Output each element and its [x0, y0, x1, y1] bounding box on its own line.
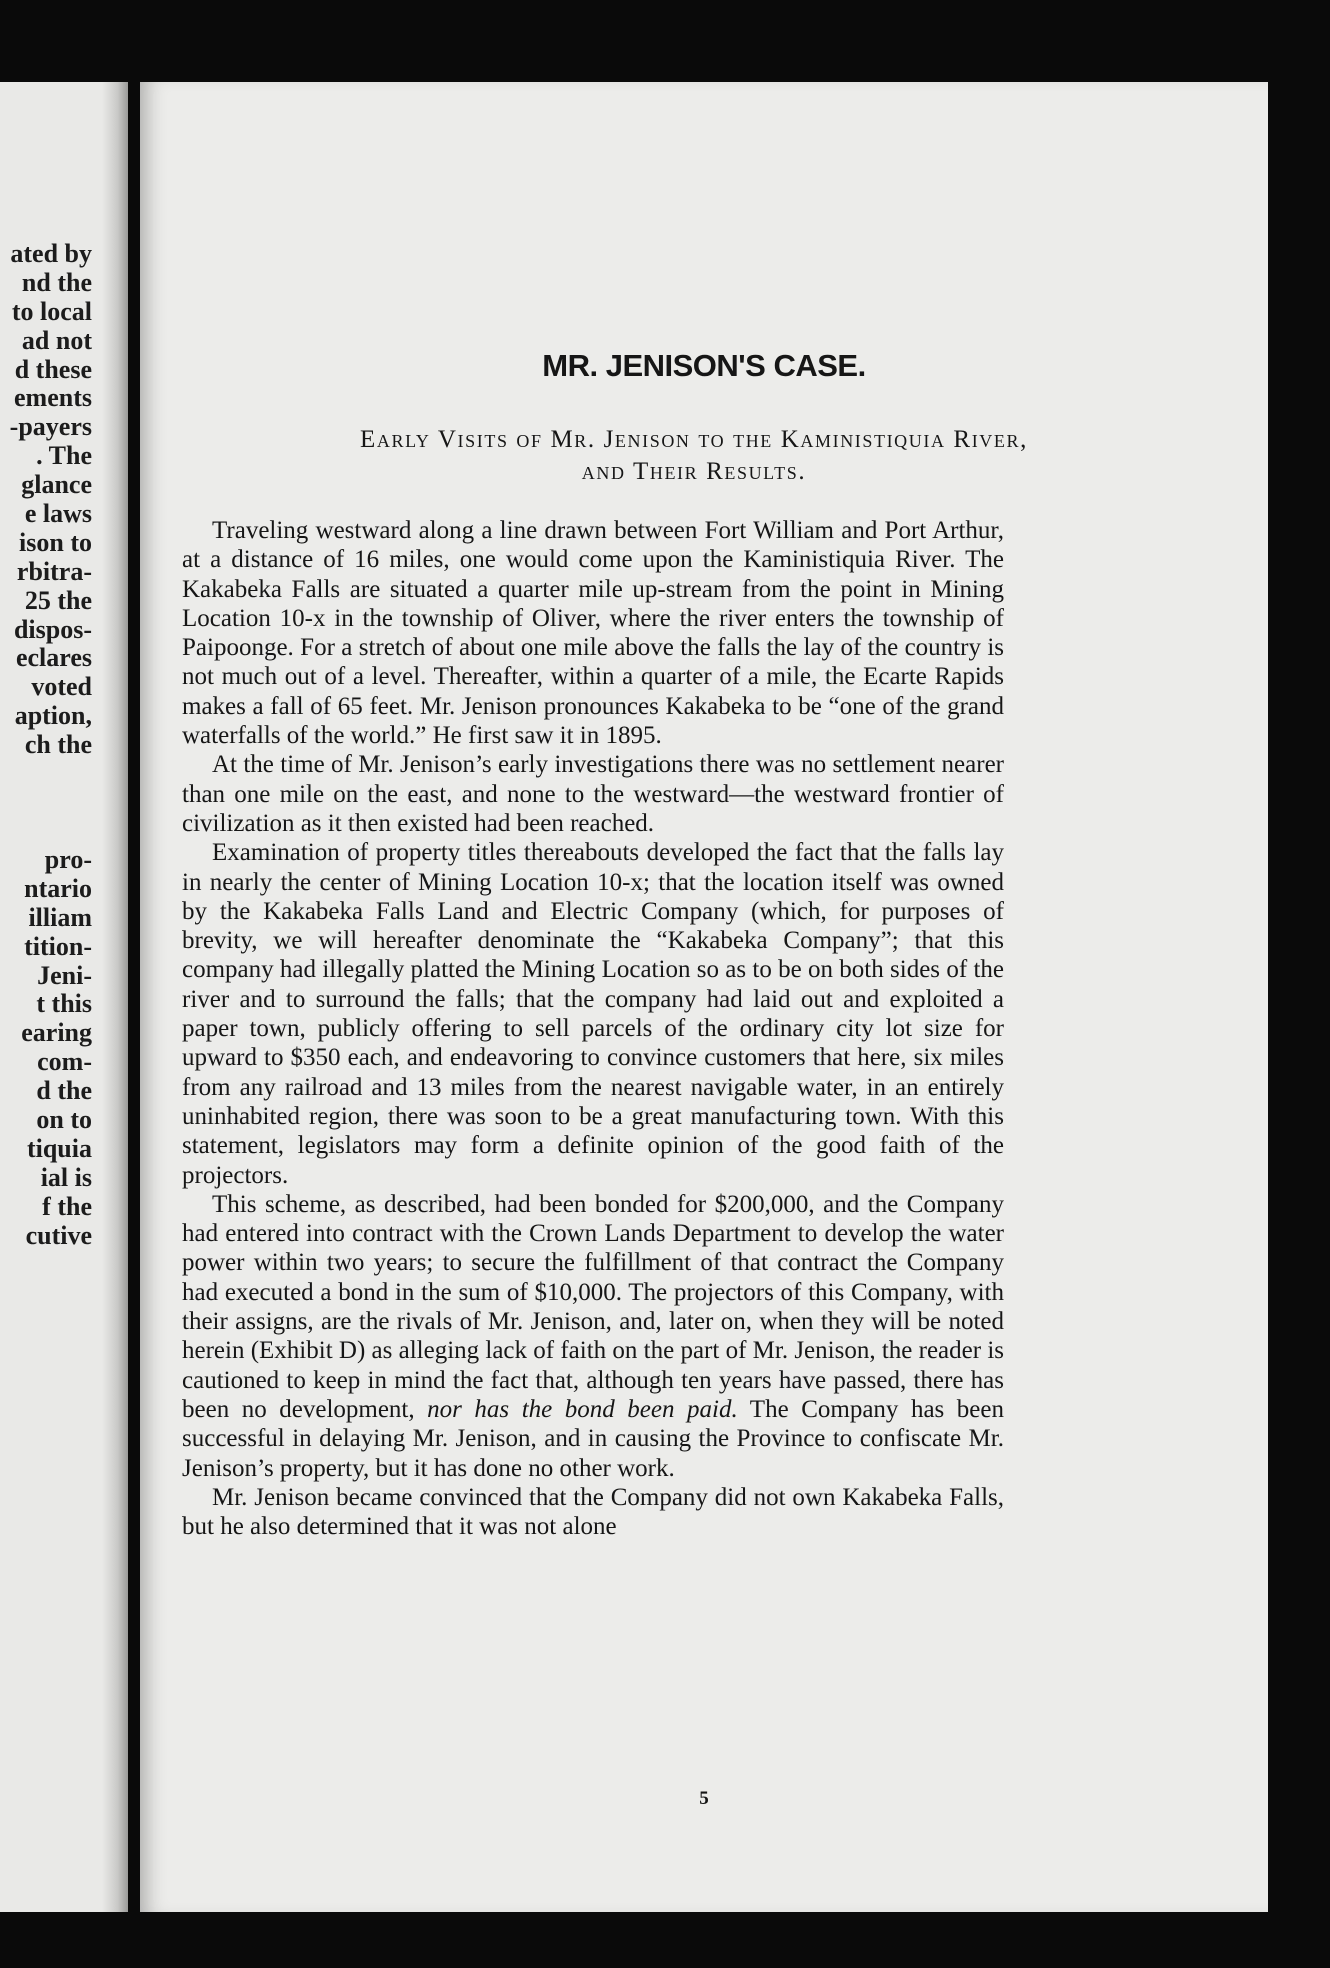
- left-page-line: Jeni-: [37, 960, 92, 990]
- left-page-line: cutive: [25, 1220, 92, 1250]
- left-page-line: d these: [14, 354, 92, 384]
- left-page-line: ntario: [24, 873, 92, 903]
- book-gutter: [102, 82, 128, 1912]
- left-page-fragment: [0, 82, 128, 1912]
- left-page-line: ated by: [10, 239, 92, 268]
- left-page-line: com-: [37, 1047, 92, 1077]
- left-page-line: -payers: [9, 412, 92, 442]
- left-page-line: tition-: [24, 931, 92, 961]
- left-page-line: dispos-: [13, 614, 92, 644]
- left-page-line: illiam: [28, 902, 92, 932]
- body-text: [182, 516, 1004, 1541]
- left-page-line: d the: [36, 1076, 92, 1106]
- left-page-gap: [10, 760, 92, 846]
- left-page-line: earing: [21, 1018, 92, 1048]
- left-page-text-column: [10, 240, 92, 1251]
- section-subtitle: [180, 424, 1208, 488]
- left-page-line: 25 the: [24, 585, 92, 615]
- left-page-line: voted: [31, 672, 92, 702]
- left-page-line: glance: [21, 470, 92, 500]
- left-page-line: . The: [36, 441, 92, 471]
- paragraph-4-start: This scheme, as described, had been bonded for $200,000, and the Company had entered into contract with the Crown Lands Department to develop the water power within two years; to secure the fulfillment of that contract the Company had executed a bond in the sum of $10,000. The projectors of this Company, with their assigns, are the rivals of Mr. Jenison, and, later on, when they will be noted herein (Exhibit D) as alleging lack of faith on the part of Mr. Jenison, the reader is cautioned to keep in mind the fact that, although ten years have passed, there has been no development,: [182, 1190, 1004, 1423]
- paragraph-3: Examination of property titles thereabouts developed the fact that the falls lay in nearly the center of Mining Location 10-x; that the location itself was owned by the Kakabeka Falls Land and Electric Company (which, for purposes of brevity, we will hereafter denominate the “Kakabeka Company”; that this company had illegally platted the Mining Location so as to be on both sides of the river and to surround the falls; that the company had laid out and exploited a paper town, publicly offering to sell parcels of the ordinary city lot size for upward to $350 each, and endeavoring to convince customers that here, six miles from any railroad and 13 miles from the nearest navigable water, in an entirely uninhabited region, there was soon to be a great manufacturing town. With this statement, legislators may form a definite opinion of the good faith of the projectors.: [182, 839, 1004, 1189]
- left-page-line: ch the: [24, 730, 92, 760]
- paragraph-4: [182, 1190, 1004, 1483]
- left-page-line: t this: [36, 989, 92, 1019]
- left-page-line: e laws: [24, 499, 92, 529]
- left-page-line: ad not: [21, 325, 92, 355]
- left-page-line: ements: [14, 383, 92, 413]
- paragraph-2: At the time of Mr. Jenison’s early investigations there was no settlement nearer than one mile on the east, and none to the westward—the westward frontier of civilization as it then existed had been reached.: [182, 751, 1004, 837]
- subtitle-line-1: Early Visits of Mr. Jenison to the Kaministiquia River,: [360, 426, 1028, 453]
- paragraph-5: Mr. Jenison became convinced that the Company did not own Kakabeka Falls, but he also determined that it was not alone: [182, 1483, 1004, 1541]
- left-page-line: aption,: [14, 701, 92, 731]
- right-page: [140, 82, 1268, 1912]
- left-page-line: to local: [11, 296, 92, 326]
- left-page-line: tiquia: [26, 1133, 92, 1163]
- paragraph-1: Traveling westward along a line drawn between Fort William and Port Arthur, at a distance of 16 miles, one would come upon the Kaministiquia River. The Kakabeka Falls are situated a quarter mile up-stream from the point in Mining Location 10-x in the township of Oliver, where the river enters the township of Paipoonge. For a stretch of about one mile above the falls the lay of the country is not much out of a level. Thereafter, within a quarter of a mile, the Ecarte Rapids makes a fall of 65 feet. Mr. Jenison pronounces Kakabeka to be “one of the grand waterfalls of the world.” He first saw it in 1895.: [182, 517, 1004, 750]
- left-page-line: nd the: [21, 267, 92, 297]
- paragraph-4-end: The Company has been successful in delaying Mr. Jenison, and in causing the Province to confiscate Mr. Jenison’s property, but it has done no other work.: [182, 1395, 1004, 1482]
- left-page-line: on to: [36, 1105, 92, 1135]
- subtitle-line-2: and Their Results.: [581, 458, 807, 485]
- left-page-line: f the: [42, 1191, 92, 1221]
- left-page-line: rbitra-: [16, 556, 92, 586]
- left-page-line: eclares: [15, 643, 92, 673]
- left-page-line: ison to: [19, 527, 92, 557]
- page-number: 5: [699, 1788, 709, 1809]
- left-page-line: pro-: [44, 845, 92, 875]
- page-title: MR. JENISON'S CASE.: [542, 348, 866, 383]
- left-page-line: ial is: [40, 1162, 92, 1192]
- paragraph-4-emphasis: nor has the bond been paid.: [427, 1395, 738, 1423]
